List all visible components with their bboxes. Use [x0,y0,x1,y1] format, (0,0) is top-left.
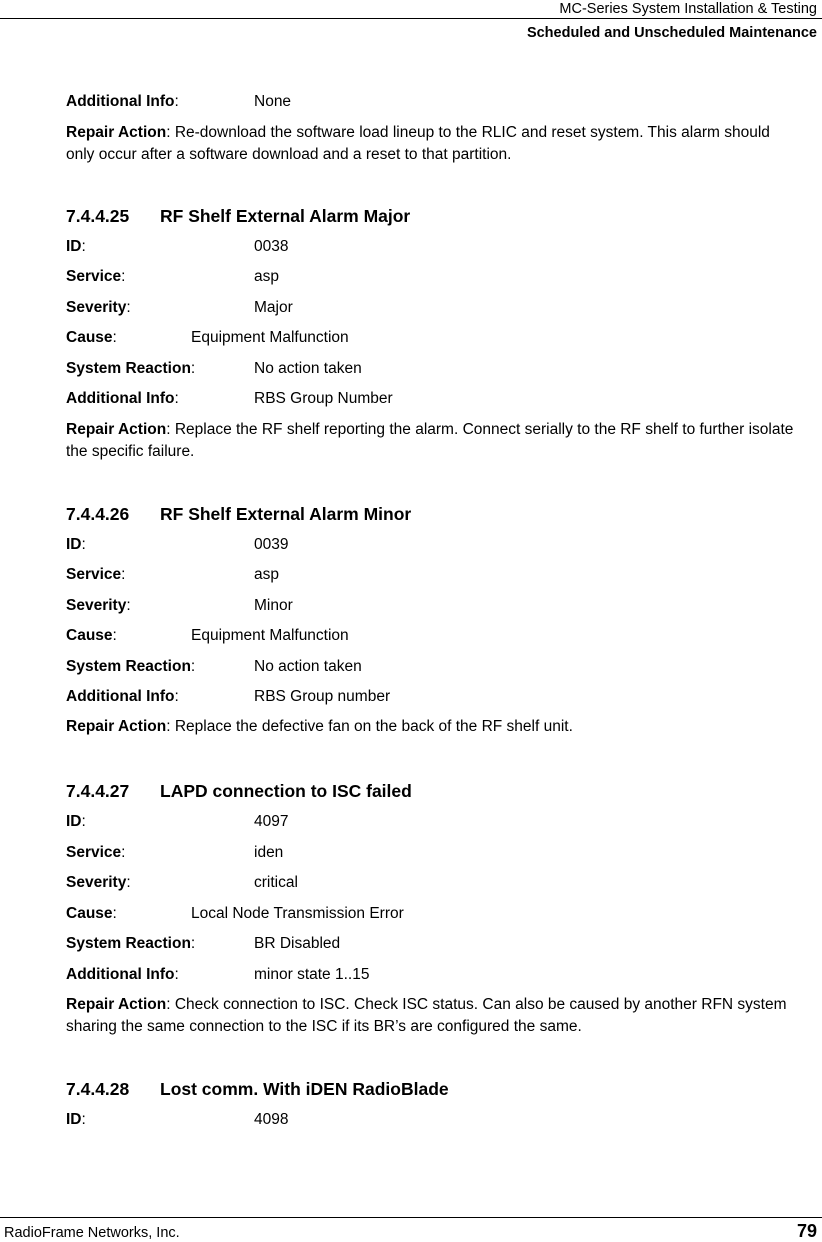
field-colon: : [166,718,171,735]
field-repair-action [66,716,801,738]
field-colon: : [121,844,126,861]
field-label: ID [66,813,82,830]
field-colon: : [121,566,126,583]
field-additional-info [66,687,391,707]
field-label: System Reaction [66,658,191,675]
field-system-reaction [66,657,362,677]
section-title: RF Shelf External Alarm Major [160,206,411,226]
section-title: RF Shelf External Alarm Minor [160,504,412,524]
field-colon: : [81,536,86,553]
field-colon: : [126,299,131,316]
field-colon: : [166,124,171,141]
field-repair-action [66,122,801,166]
field-value: Equipment Malfunction [191,329,349,346]
field-label: ID [66,1111,82,1128]
field-id [66,535,289,555]
field-value: Minor [254,597,293,614]
field-label: Service [66,268,122,285]
running-header-title: MC-Series System Installation & Testing [559,1,817,17]
footer-rule [0,1217,822,1218]
field-label: Service [66,566,122,583]
field-value: 4098 [254,1111,289,1128]
section-number: 7.4.4.27 [66,781,130,801]
field-value: Major [254,299,293,316]
field-label: System Reaction [66,935,191,952]
section-heading [66,503,411,525]
field-label: Service [66,844,122,861]
field-colon: : [174,688,179,705]
field-value: Replace the defective fan on the back of the RF shelf unit. [174,718,573,735]
field-label: System Reaction [66,360,191,377]
section-heading [66,1078,449,1100]
field-value: 4097 [254,813,289,830]
field-colon: : [174,390,179,407]
section-heading [66,780,412,802]
field-value: minor state 1..15 [254,966,370,983]
field-value: None [254,93,292,110]
field-label: Cause [66,905,113,922]
field-value: critical [254,874,298,891]
field-value: Equipment Malfunction [191,627,349,644]
field-label: ID [66,238,82,255]
field-additional-info [66,965,370,985]
field-colon: : [112,329,117,346]
field-id [66,812,289,832]
header-rule [0,18,822,19]
field-label: Repair Action [66,421,167,438]
section-title: LAPD connection to ISC failed [160,781,412,801]
field-label: Severity [66,597,127,614]
field-colon: : [190,935,196,952]
section-number: 7.4.4.25 [66,206,130,226]
field-label: Additional Info [66,688,175,705]
field-label: Repair Action [66,996,167,1013]
field-colon: : [126,597,131,614]
section-title: Lost comm. With iDEN RadioBlade [160,1079,449,1099]
field-system-reaction [66,934,341,954]
field-colon: : [126,874,131,891]
field-cause [66,626,349,646]
field-id [66,1110,289,1130]
field-label: Additional Info [66,93,175,110]
field-colon: : [112,627,117,644]
field-value: iden [254,844,284,861]
field-label: ID [66,536,82,553]
field-label: Additional Info [66,390,175,407]
field-value: Check connection to ISC. Check ISC status. Can also be caused by another RFN system sharing the same connection to the ISC if its BR’s are configured the same. [66,996,787,1035]
field-colon: : [166,996,171,1013]
field-repair-action [66,419,801,463]
field-value: 0038 [254,238,289,255]
field-label: Additional Info [66,966,175,983]
field-service [66,565,279,585]
section-number: 7.4.4.28 [66,1079,130,1099]
field-colon: : [190,360,196,377]
field-value: No action taken [254,658,362,675]
field-colon: : [166,421,171,438]
running-header-subtitle: Scheduled and Unscheduled Maintenance [526,25,817,41]
field-service [66,843,284,863]
field-value: Re-download the software load lineup to the RLIC and reset system. This alarm should only occur after a software download and a reset to that partition. [66,124,770,163]
field-colon: : [81,238,86,255]
field-colon: : [81,813,86,830]
section-heading [66,205,410,227]
field-repair-action [66,994,801,1038]
field-value: asp [254,566,279,583]
field-value: asp [254,268,279,285]
footer-company: RadioFrame Networks, Inc. [4,1225,180,1241]
field-value: RBS Group Number [254,390,393,407]
field-value: Replace the RF shelf reporting the alarm. Connect serially to the RF shelf to further isolate the specific failure. [66,421,794,460]
field-value: Local Node Transmission Error [191,905,404,922]
field-colon: : [174,93,179,110]
field-id [66,237,289,257]
field-label: Repair Action [66,124,167,141]
field-value: BR Disabled [254,935,341,952]
field-colon: : [190,658,196,675]
field-label: Cause [66,329,113,346]
field-label: Cause [66,627,113,644]
field-additional-info [66,389,393,409]
field-label: Severity [66,874,127,891]
page-number: 79 [796,1221,817,1241]
field-colon: : [112,905,117,922]
field-label: Severity [66,299,127,316]
field-cause [66,904,404,924]
field-severity [66,298,293,318]
field-severity [66,596,293,616]
field-value: 0039 [254,536,289,553]
field-system-reaction [66,359,362,379]
field-cause [66,328,349,348]
field-additional-info [66,92,292,112]
field-label: Repair Action [66,718,167,735]
field-value: No action taken [254,360,362,377]
field-value: RBS Group number [254,688,391,705]
field-colon: : [174,966,179,983]
section-number: 7.4.4.26 [66,504,130,524]
field-service [66,267,279,287]
field-severity [66,873,298,893]
field-colon: : [81,1111,86,1128]
field-colon: : [121,268,126,285]
